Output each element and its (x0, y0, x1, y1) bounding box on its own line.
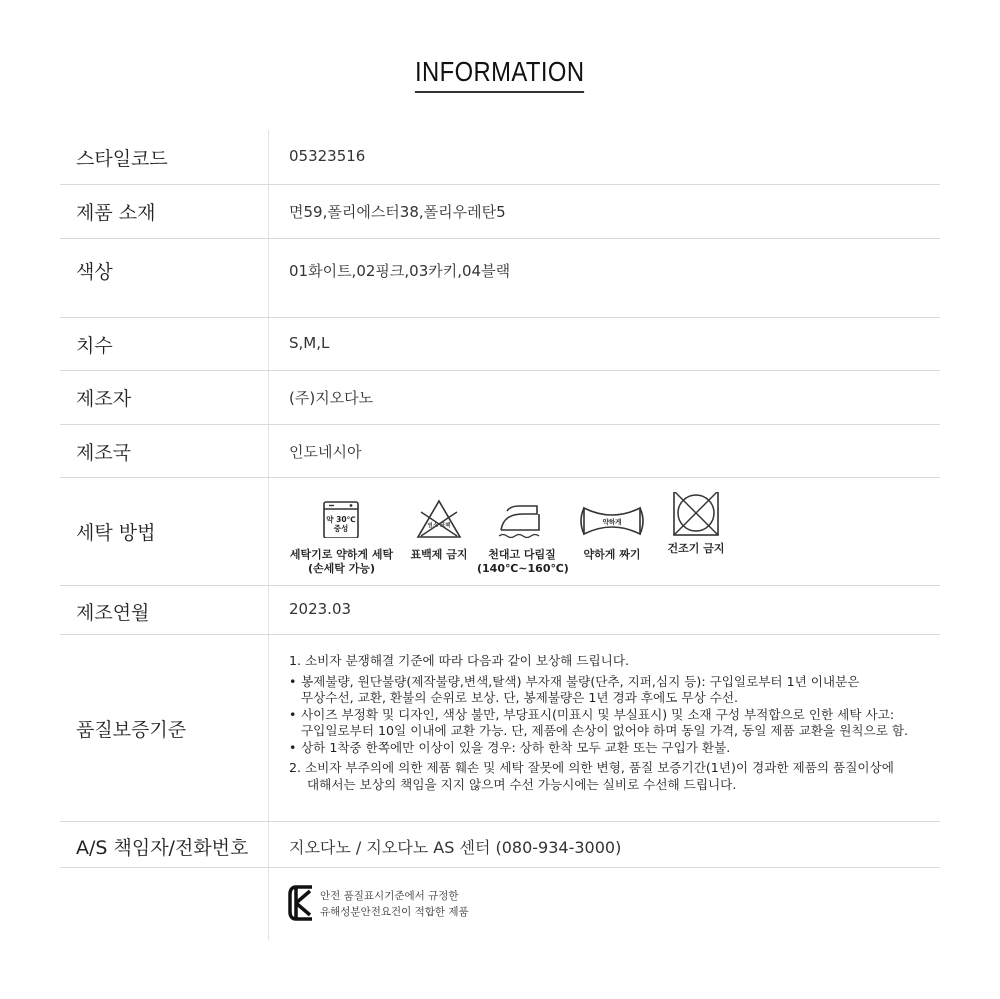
bullet-icon: • (289, 739, 297, 755)
kc-certification (288, 884, 469, 926)
kc-line: 안전 품질표시기준에서 규정한 (320, 890, 459, 902)
quality-text (289, 653, 939, 793)
row-label: 제조국 (76, 442, 132, 464)
row-washing (60, 478, 940, 586)
quality-item-2: 2. 소비자 부주의에 의한 제품 훼손 및 세탁 잘못에 의한 변형, 품질 보증기간(1년)이 경과한 제품의 품질이상에 (289, 760, 894, 775)
quality-bullet (289, 674, 939, 707)
icon-caption: 건조기 금지 (667, 542, 725, 555)
quality-bullet (289, 707, 939, 740)
icon-inner-text: 약하게 (602, 518, 622, 526)
page-title-wrap (0, 56, 1000, 93)
row-label: 제조자 (76, 388, 132, 410)
icon-caption: 약하게 짜기 (583, 548, 641, 561)
icon-inner-text: 염소 표백 (427, 523, 451, 529)
row-color (60, 239, 940, 318)
row-manufacturer (60, 371, 940, 425)
row-value: S,M,L (289, 334, 330, 352)
quality-bullet-line: 사이즈 부정확 및 디자인, 색상 불만, 부당표시(미표시 및 부실표시) 및 소재 구성 부적합으로 인한 세탁 사고: (301, 706, 895, 722)
row-label: 품질보증기준 (76, 719, 187, 741)
row-value: (주)지오다노 (289, 389, 374, 407)
row-label: 제품 소재 (76, 202, 156, 224)
icon-caption: 표백제 금지 (410, 548, 468, 561)
quality-item-2-cont: 대해서는 보상의 책임을 지지 않으며 수선 가능시에는 실비로 수선해 드립니다. (307, 776, 737, 792)
quality-bullet-line: 상하 1착중 한쪽에만 이상이 있을 경우: 상하 한착 모두 교환 또는 구입가 환불. (301, 739, 731, 755)
icon-inner-text: 약 30℃ (326, 515, 356, 524)
bullet-icon: • (289, 706, 297, 722)
quality-bullet (289, 740, 939, 757)
no-bleach-icon (399, 492, 479, 582)
gentle-wring-icon (572, 492, 652, 582)
row-as (60, 822, 940, 868)
row-value: 지오다노 / 지오다노 AS 센터 (080-934-3000) (289, 838, 622, 857)
row-label: 치수 (76, 335, 113, 357)
row-label: A/S 책임자/전화번호 (76, 837, 249, 859)
row-style-code (60, 130, 940, 185)
row-value: 05323516 (289, 147, 366, 165)
row-country (60, 425, 940, 478)
row-quality (60, 635, 940, 822)
icon-inner-text: 중성 (333, 524, 349, 533)
row-value: 01화이트,02핑크,03카키,04블랙 (289, 262, 511, 280)
kc-text (320, 888, 520, 920)
icon-caption: (손세탁 가능) (307, 562, 375, 575)
row-label: 제조연월 (76, 602, 150, 624)
kc-mark-icon (288, 884, 316, 922)
icon-caption: 세탁기로 약하게 세탁 (289, 548, 394, 561)
row-label: 스타일코드 (76, 148, 168, 170)
row-label: 색상 (76, 261, 113, 283)
page-title: INFORMATION (415, 56, 585, 93)
row-label: 세탁 방법 (76, 522, 156, 544)
no-tumble-dry-icon (656, 492, 736, 582)
row-value: 면59,폴리에스터38,폴리우레탄5 (289, 203, 506, 221)
quality-bullet-line: 구입일로부터 10일 이내에 교환 가능. 단, 제품에 손상이 없어야 하며 동일 가격, 동일 제품 교환을 원칙으로 함. (301, 723, 909, 738)
quality-item-1: 1. 소비자 분쟁해결 기준에 따라 다음과 같이 보상해 드립니다. (289, 653, 630, 668)
hand-wash-icon (289, 492, 394, 582)
row-size (60, 318, 940, 371)
bullet-icon: • (289, 673, 297, 689)
care-icons (289, 492, 749, 582)
row-material (60, 185, 940, 239)
quality-bullet-line: 무상수선, 교환, 환불의 순위로 보상. 단, 봉제불량은 1년 경과 후에도 무상 수선. (301, 690, 739, 705)
icon-caption: (140℃~160℃) (477, 562, 569, 575)
row-date (60, 586, 940, 635)
row-value: 인도네시아 (289, 443, 362, 461)
row-value: 2023.03 (289, 600, 352, 618)
iron-icon (477, 492, 567, 582)
quality-bullet-line: 봉제불량, 원단불량(제작불량,변색,탈색) 부자재 불량(단추, 지퍼,심지 등): 구입일로부터 1년 이내분은 (301, 673, 860, 689)
icon-caption: 천대고 다림질 (488, 548, 556, 561)
kc-line: 유해성분안전요건이 적합한 제품 (320, 906, 469, 918)
